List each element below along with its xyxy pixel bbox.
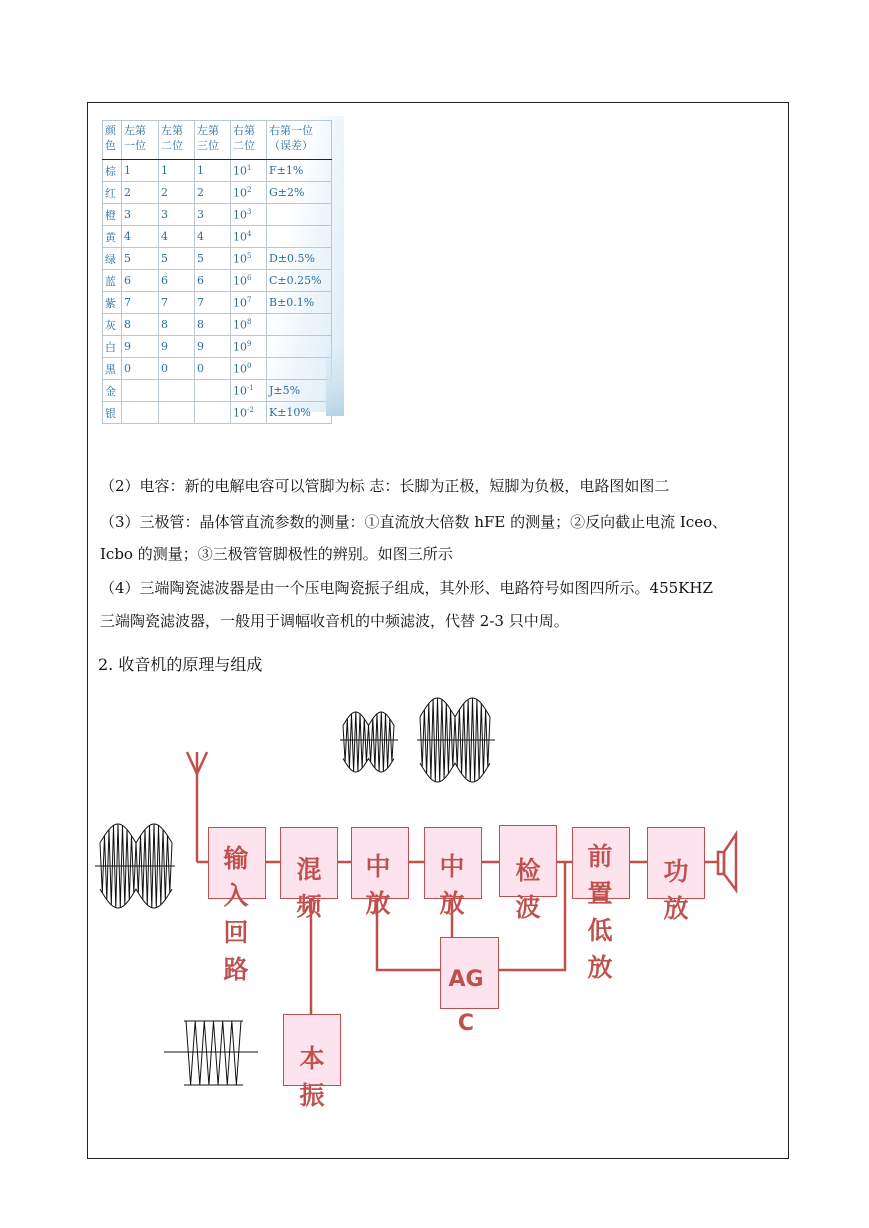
table-cell: D±0.5% — [267, 248, 332, 270]
color-name-cell: 银 — [103, 402, 122, 424]
table-cell: K±10% — [267, 402, 332, 424]
table-cell: 7 — [195, 292, 231, 314]
table-cell: 5 — [122, 248, 159, 270]
table-cell: $10^2$ — [231, 182, 267, 204]
table-cell: $10^1$ — [231, 160, 267, 182]
table-cell: 6 — [122, 270, 159, 292]
table-cell: 4 — [159, 226, 195, 248]
table-cell: 2 — [159, 182, 195, 204]
color-name-cell: 蓝 — [103, 270, 122, 292]
color-name-cell: 黄 — [103, 226, 122, 248]
color-name-cell: 绿 — [103, 248, 122, 270]
table-cell: 8 — [159, 314, 195, 336]
paragraph-filter-line1: （4）三端陶瓷滤波器是由一个压电陶瓷振子组成，其外形、电路符号如图四所示。455KHZ — [100, 579, 713, 597]
table-cell: 1 — [195, 160, 231, 182]
table-cell: $10^4$ — [231, 226, 267, 248]
table-cell: $10^{-2}$ — [231, 402, 267, 424]
table-cell: J±5% — [267, 380, 332, 402]
table-cell: 9 — [159, 336, 195, 358]
table-header-cell: 颜 色 — [103, 121, 122, 160]
label-if-amp-2: 中放 — [439, 852, 465, 918]
table-cell: $10^6$ — [231, 270, 267, 292]
table-cell: 0 — [195, 358, 231, 380]
paragraph-capacitor: （2）电容：新的电解电容可以管脚为标 志：长脚为正极，短脚为负极，电路图如图二 — [100, 477, 670, 495]
label-agc: AGC — [448, 967, 484, 1036]
table-cell: 6 — [159, 270, 195, 292]
table-header-cell: 左第 三位 — [195, 121, 231, 160]
table-cell: 2 — [195, 182, 231, 204]
table-cell: $10^7$ — [231, 292, 267, 314]
table-cell: $10^8$ — [231, 314, 267, 336]
if-wave-icon-small — [340, 712, 398, 772]
table-cell: 0 — [122, 358, 159, 380]
section-heading: 2. 收音机的原理与组成 — [98, 655, 263, 674]
table-cell: 1 — [122, 160, 159, 182]
label-local-oscillator: 本振 — [299, 1044, 325, 1110]
label-mixer: 混频 — [296, 855, 322, 921]
paragraph-filter-line2: 三端陶瓷滤波器，一般用于调幅收音机的中频滤波，代替 2-3 只中周。 — [100, 612, 569, 630]
table-cell: $10^0$ — [231, 358, 267, 380]
table-cell: G±2% — [267, 182, 332, 204]
label-preamp: 前置低放 — [587, 842, 613, 982]
paragraph-transistor-line2: Icbo 的测量；③三极管管脚极性的辨别。如图三所示 — [100, 545, 453, 563]
table-cell: 2 — [122, 182, 159, 204]
table-cell: 9 — [122, 336, 159, 358]
am-wave-icon — [95, 824, 175, 908]
label-power-amp: 功放 — [663, 857, 689, 923]
label-detector: 检波 — [515, 856, 541, 922]
label-input-circuit: 输入回路 — [223, 844, 249, 984]
table-cell: C±0.25% — [267, 270, 332, 292]
table-header-cell: 右第 二位 — [231, 121, 267, 160]
color-name-cell: 金 — [103, 380, 122, 402]
antenna-icon — [187, 752, 209, 862]
table-cell: 1 — [159, 160, 195, 182]
oscillator-wave-icon — [164, 1021, 258, 1085]
table-cell: 9 — [195, 336, 231, 358]
label-if-amp-1: 中放 — [365, 852, 391, 918]
color-name-cell: 棕 — [103, 160, 122, 182]
table-header-cell: 左第 二位 — [159, 121, 195, 160]
table-cell: 6 — [195, 270, 231, 292]
table-cell: 3 — [159, 204, 195, 226]
paragraph-transistor-line1: （3）三极管：晶体管直流参数的测量：①直流放大倍数 hFE 的测量；②反向截止电流 Iceo、 — [100, 513, 728, 531]
table-cell: 3 — [122, 204, 159, 226]
table-header-cell: 左第 一位 — [122, 121, 159, 160]
table-cell: $10^9$ — [231, 336, 267, 358]
table-cell: $10^3$ — [231, 204, 267, 226]
table-cell: 4 — [122, 226, 159, 248]
table-cell: $10^{-1}$ — [231, 380, 267, 402]
color-name-cell: 白 — [103, 336, 122, 358]
table-cell: 7 — [159, 292, 195, 314]
table-header-cell: 右第一位 （误差） — [267, 121, 332, 160]
table-cell: 3 — [195, 204, 231, 226]
color-name-cell: 紫 — [103, 292, 122, 314]
table-cell: 5 — [159, 248, 195, 270]
table-cell: F±1% — [267, 160, 332, 182]
color-name-cell: 红 — [103, 182, 122, 204]
color-name-cell: 橙 — [103, 204, 122, 226]
table-cell: 0 — [159, 358, 195, 380]
if-wave-icon-large — [417, 698, 495, 782]
table-cell: 5 — [195, 248, 231, 270]
speaker-icon — [718, 834, 736, 890]
table-cell: 8 — [122, 314, 159, 336]
table-cell: B±0.1% — [267, 292, 332, 314]
color-name-cell: 黑 — [103, 358, 122, 380]
table-cell: 7 — [122, 292, 159, 314]
color-name-cell: 灰 — [103, 314, 122, 336]
table-cell: 8 — [195, 314, 231, 336]
table-cell: $10^5$ — [231, 248, 267, 270]
table-cell: 4 — [195, 226, 231, 248]
